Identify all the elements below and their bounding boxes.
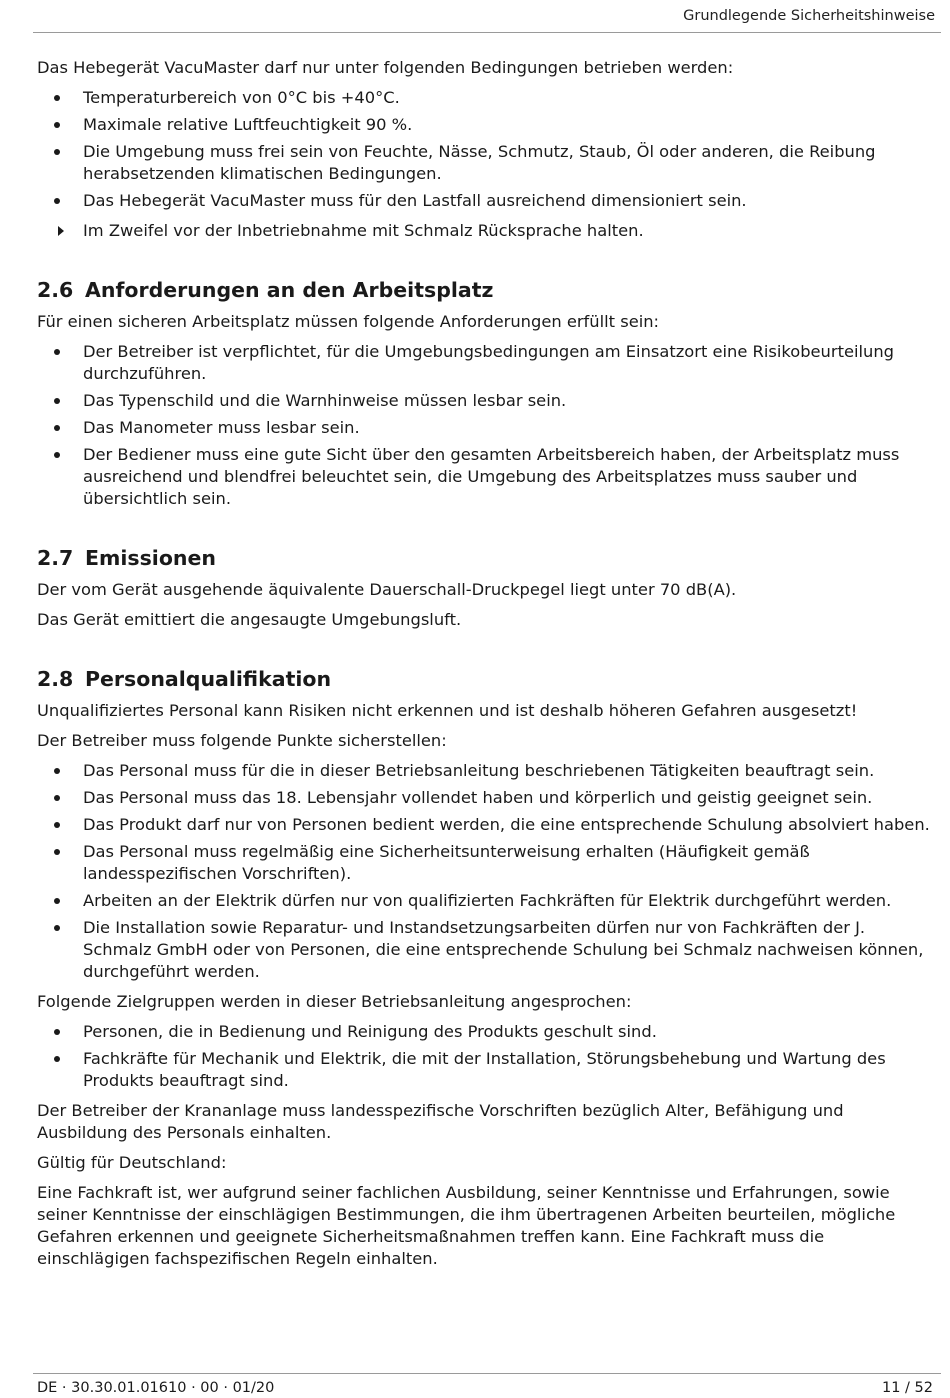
list-item: Temperaturbereich von 0°C bis +40°C. <box>37 87 937 109</box>
section-heading-2-6 <box>37 277 937 303</box>
document-id: DE · 30.30.01.01610 · 00 · 01/20 <box>37 1380 275 1396</box>
list-item: Der Betreiber ist verpflichtet, für die Umgebungsbedingungen am Einsatzort eine Risikobeurteilung durchzuführen. <box>37 341 937 385</box>
intro-list <box>37 87 937 212</box>
list-item: Die Installation sowie Reparatur- und Instandsetzungsarbeiten dürfen nur von Fachkräften der J. Schmalz GmbH oder von Personen, die eine entsprechende Schulung bei Schmalz nachweisen können, durchgeführt werden. <box>37 917 937 983</box>
list-item: Arbeiten an der Elektrik dürfen nur von qualifizierten Fachkräften für Elektrik durchgeführt werden. <box>37 890 937 912</box>
s28-paragraph: Der Betreiber der Krananlage muss landesspezifische Vorschriften bezüglich Alter, Befähigung und Ausbildung des Personals einhalten. <box>37 1101 844 1142</box>
list-item: Personen, die in Bedienung und Reinigung des Produkts geschult sind. <box>37 1021 937 1043</box>
list-item: Das Manometer muss lesbar sein. <box>37 417 937 439</box>
action-step <box>37 220 937 242</box>
s28-paragraph: Gültig für Deutschland: <box>37 1153 227 1172</box>
page-header <box>33 0 941 33</box>
section-number: 2.7 <box>37 546 74 570</box>
section-heading-2-8 <box>37 666 937 692</box>
s28-list <box>37 760 937 983</box>
list-item: Maximale relative Luftfeuchtigkeit 90 %. <box>37 114 937 136</box>
list-item: Das Produkt darf nur von Personen bedient werden, die eine entsprechende Schulung absolviert haben. <box>37 814 937 836</box>
list-item: Die Umgebung muss frei sein von Feuchte, Nässe, Schmutz, Staub, Öl oder anderen, die Reibung herabsetzenden klimatischen Bedingungen. <box>37 141 937 185</box>
page-number: 11 / 52 <box>881 1380 933 1396</box>
s27-paragraph: Das Gerät emittiert die angesaugte Umgebungsluft. <box>37 610 462 629</box>
page-content <box>37 57 937 1278</box>
action-text: Im Zweifel vor der Inbetriebnahme mit Schmalz Rücksprache halten. <box>83 221 644 240</box>
header-title: Grundlegende Sicherheitshinweise <box>683 8 935 24</box>
list-item: Das Personal muss regelmäßig eine Sicherheitsunterweisung erhalten (Häufigkeit gemäß landesspezifischen Vorschriften). <box>37 841 937 885</box>
s28-paragraph: Folgende Zielgruppen werden in dieser Betriebsanleitung angesprochen: <box>37 992 632 1011</box>
list-item: Das Typenschild und die Warnhinweise müssen lesbar sein. <box>37 390 937 412</box>
s28-target-groups <box>37 1021 937 1092</box>
list-item: Das Hebegerät VacuMaster muss für den Lastfall ausreichend dimensioniert sein. <box>37 190 937 212</box>
s28-paragraph: Der Betreiber muss folgende Punkte sicherstellen: <box>37 731 447 750</box>
section-title: Anforderungen an den Arbeitsplatz <box>85 278 494 302</box>
s26-list <box>37 341 937 510</box>
section-title: Personalqualifikation <box>85 667 332 691</box>
triangle-right-icon <box>58 226 64 236</box>
section-number: 2.8 <box>37 667 74 691</box>
section-number: 2.6 <box>37 278 74 302</box>
list-item: Das Personal muss das 18. Lebensjahr vollendet haben und körperlich und geistig geeignet sein. <box>37 787 937 809</box>
s26-lead: Für einen sicheren Arbeitsplatz müssen folgende Anforderungen erfüllt sein: <box>37 312 660 331</box>
page-footer <box>33 1373 941 1398</box>
s28-paragraph: Unqualifiziertes Personal kann Risiken nicht erkennen und ist deshalb höheren Gefahren ausgesetzt! <box>37 701 858 720</box>
intro-lead: Das Hebegerät VacuMaster darf nur unter folgenden Bedingungen betrieben werden: <box>37 58 734 77</box>
section-heading-2-7 <box>37 545 937 571</box>
list-item: Der Bediener muss eine gute Sicht über den gesamten Arbeitsbereich haben, der Arbeitsplatz muss ausreichend und blendfrei beleuchtet sein, die Umgebung des Arbeitsplatzes muss sauber und übersichtlich sein. <box>37 444 937 510</box>
section-title: Emissionen <box>85 546 216 570</box>
list-item: Fachkräfte für Mechanik und Elektrik, die mit der Installation, Störungsbehebung und Wartung des Produkts beauftragt sind. <box>37 1048 937 1092</box>
s28-paragraph: Eine Fachkraft ist, wer aufgrund seiner fachlichen Ausbildung, seiner Kenntnisse und Erfahrungen, sowie seiner Kenntnisse der einschlägigen Bestimmungen, die ihm übertragenen Arbeiten beurteilen, mögliche Gefahren erkennen und geeignete Sicherheitsmaßnahmen treffen kann. Eine Fachkraft muss die einschlägigen fachspezifischen Regeln einhalten. <box>37 1183 896 1268</box>
list-item: Das Personal muss für die in dieser Betriebsanleitung beschriebenen Tätigkeiten beauftragt sein. <box>37 760 937 782</box>
s27-paragraph: Der vom Gerät ausgehende äquivalente Dauerschall-Druckpegel liegt unter 70 dB(A). <box>37 580 737 599</box>
